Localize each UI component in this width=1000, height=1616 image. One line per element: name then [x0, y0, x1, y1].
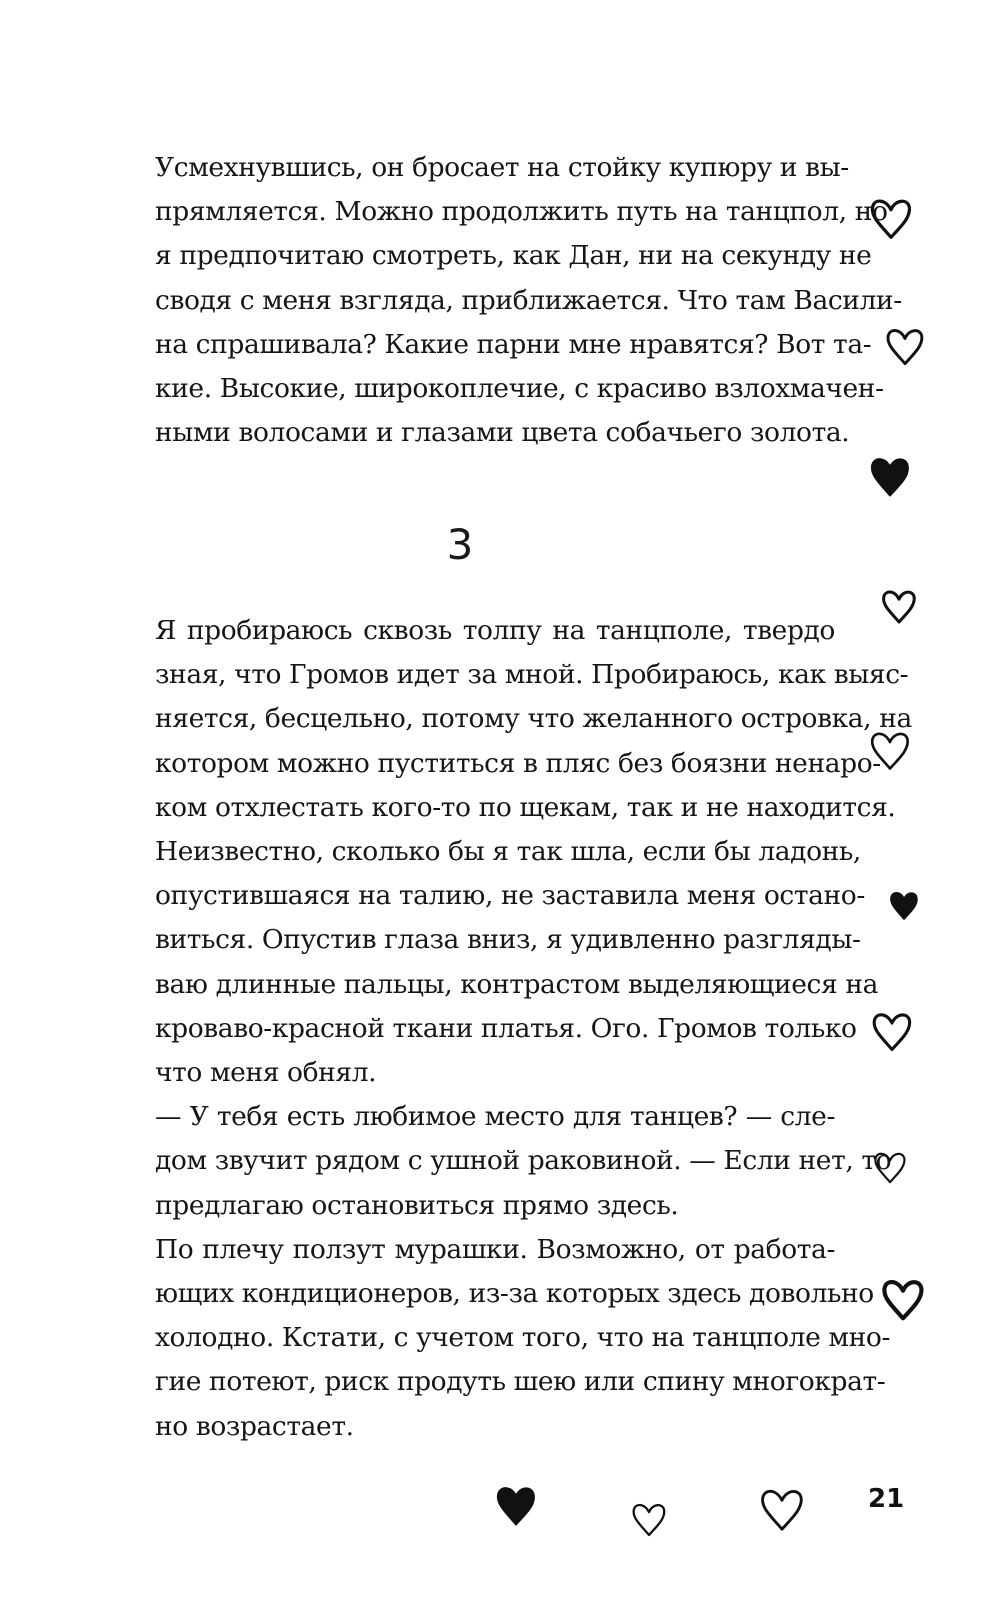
text-line: ющих кондиционеров, из-за которых здесь довольно [155, 1278, 874, 1310]
text-line: По плечу ползут мурашки. Возможно, от работа- [155, 1233, 835, 1265]
doodle-heart-icon [758, 1476, 806, 1542]
doodle-heart-icon [880, 1270, 926, 1328]
text-line: кие. Высокие, широкоплечие, с красиво взлохмачен- [155, 373, 884, 405]
chapter-number: 3 [446, 520, 474, 569]
doodle-heart-icon [884, 322, 926, 370]
text-line: гие потеют, риск продуть шею или спину многократ- [155, 1366, 886, 1398]
text-line: виться. Опустив глаза вниз, я удивленно разгляды- [155, 924, 861, 956]
text-line: няется, бесцельно, потому что желанного островка, на [155, 703, 912, 735]
paragraph-2 [115, 830, 879, 1095]
text-line: Усмехнувшись, он бросает на стойку купюру и вы- [155, 152, 849, 183]
doodle-heart-icon [870, 1002, 914, 1060]
text-line: ком отхлестать кого-то по щекам, так и не находится. [155, 791, 896, 823]
doodle-heart-icon [868, 448, 912, 504]
doodle-heart-icon [630, 1498, 668, 1540]
doodle-heart-icon [872, 1146, 908, 1188]
text-line: опустившаяся на талию, не заставила меня остано- [155, 880, 865, 912]
text-line: ваю длинные пальцы, контрастом выделяющиеся на [155, 968, 879, 1000]
doodle-heart-icon [880, 586, 918, 626]
paragraph [115, 146, 902, 455]
doodle-heart-icon [868, 188, 914, 248]
page-number: 21 [868, 1484, 905, 1514]
text-line: Неизвестно, сколько бы я так шла, если бы ладонь, [155, 836, 861, 868]
text-line: прямляется. Можно продолжить путь на танцпол, но [155, 196, 888, 228]
paragraph-4 [115, 1228, 891, 1449]
text-line: предлагаю остановиться прямо здесь. [155, 1189, 679, 1221]
text-line: зная, что Громов идет за мной. Пробираюсь, как выяс- [155, 659, 909, 691]
text-line: что меня обнял. [155, 1057, 377, 1089]
text-line: холодно. Кстати, с учетом того, что на танцполе мно- [155, 1322, 891, 1354]
text-line: Я пробираюсь сквозь толпу на танцполе, твердо [155, 615, 835, 646]
text-line: на спрашивала? Какие парни мне нравятся? Вот та- [155, 328, 872, 360]
text-line: сводя с меня взгляда, приближается. Что там Васили- [155, 284, 902, 316]
text-line: кроваво-красной ткани платья. Ого. Громов только [155, 1012, 857, 1044]
text-line: — У тебя есть любимое место для танцев? — сле- [155, 1101, 835, 1133]
doodle-heart-icon [868, 720, 912, 780]
paragraph-3 [115, 1095, 892, 1228]
text-block-1 [115, 146, 902, 455]
text-line: дом звучит рядом с ушной раковиной. — Если нет, то [155, 1145, 892, 1177]
paragraph-1 [115, 609, 912, 830]
doodle-heart-icon [494, 1476, 538, 1534]
text-block-2 [115, 609, 912, 1449]
text-line: котором можно пуститься в пляс без боязни ненаро- [155, 747, 881, 779]
text-line: я предпочитаю смотреть, как Дан, ни на секунду не [155, 240, 872, 272]
text-line: но возрастает. [155, 1410, 354, 1442]
text-line: ными волосами и глазами цвета собачьего золота. [155, 417, 850, 449]
doodle-heart-icon [888, 884, 920, 926]
